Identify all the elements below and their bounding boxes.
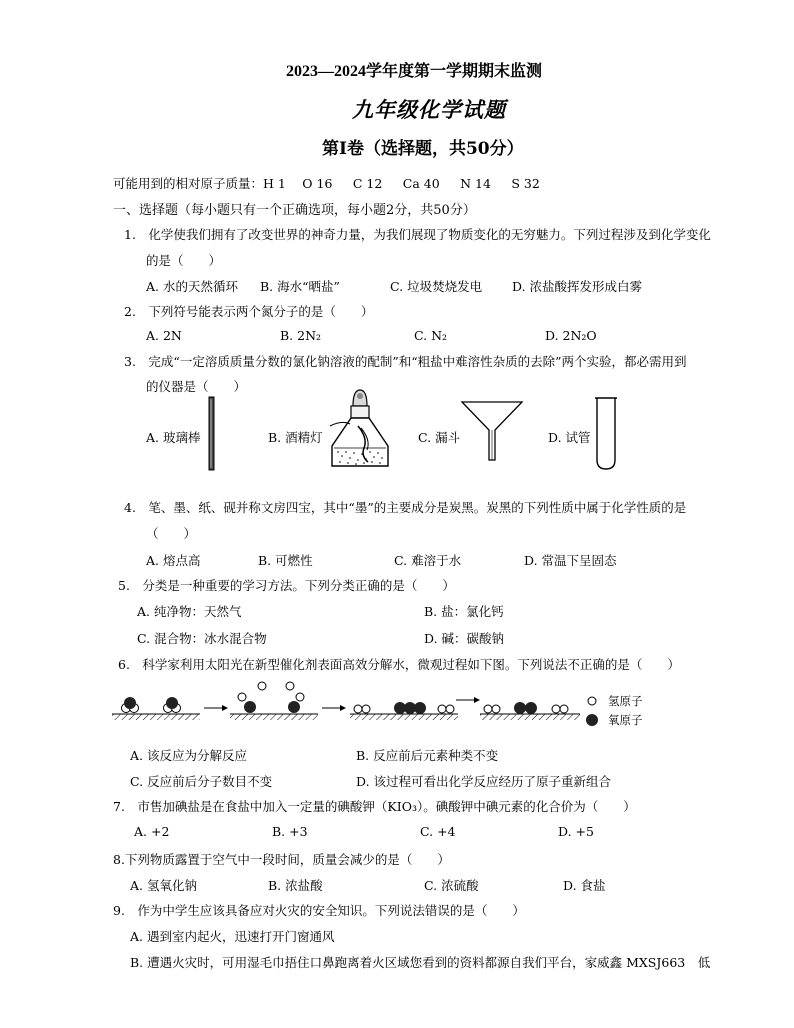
exam-title: 2023—2024学年度第一学期期末监测 [286, 63, 543, 80]
q7-option-a: A. +2 [134, 824, 170, 839]
q3-option-b: B. 酒精灯 [268, 430, 323, 445]
legend-oxygen-label: 氧原子 [608, 713, 643, 727]
atomic-masses: 可能用到的相对原子质量：H 1 O 16 C 12 Ca 40 N 14 S 32 [113, 176, 540, 191]
part-title: 第Ⅰ卷（选择题，共50分） [322, 139, 524, 159]
subject-title: 九年级化学试题 [352, 97, 506, 122]
q2-option-a: A. 2N [146, 328, 182, 343]
q5-option-a: A. 纯净物：天然气 [137, 604, 242, 619]
q1-option-a: A. 水的天然循环 [146, 279, 238, 294]
q4-stem-line1: 4. 笔、墨、纸、砚并称文房四宝，其中“墨”的主要成分是炭黑。炭黑的下列性质中属于化学性质的是 [124, 500, 687, 515]
q6-stem: 6. 科学家利用太阳光在新型催化剂表面高效分解水，微观过程如下图。下列说法不正确的是（ ） [118, 657, 680, 672]
q8-stem: 8.下列物质露置于空气中一段时间，质量会减少的是（ ） [113, 852, 450, 867]
q6-option-d: D. 该过程可看出化学反应经历了原子重新组合 [356, 774, 612, 789]
q4-option-a: A. 熔点高 [146, 553, 201, 568]
q7-option-d: D. +5 [558, 824, 594, 839]
q3-option-a: A. 玻璃棒 [146, 430, 201, 445]
q7-option-b: B. +3 [272, 824, 308, 839]
q4-stem-line2: （ ） [146, 526, 197, 541]
q1-option-b: B. 海水“晒盐” [260, 279, 340, 294]
glass-rod-icon [206, 396, 218, 472]
q2-option-b: B. 2N₂ [280, 328, 322, 343]
q8-option-a: A. 氢氧化钠 [130, 878, 197, 893]
q6-option-a: A. 该反应为分解反应 [130, 748, 247, 763]
q6-option-b: B. 反应前后元素种类不变 [356, 748, 499, 763]
q5-option-c: C. 混合物：冰水混合物 [137, 631, 267, 646]
q8-option-c: C. 浓硫酸 [424, 878, 479, 893]
q6-option-c: C. 反应前后分子数目不变 [130, 774, 273, 789]
q9-option-b: B. 遭遇火灾时，可用湿毛巾捂住口鼻跑离着火区域您看到的资料都源自我们平台，家威鑫 MXSJ663 低 [130, 955, 711, 970]
legend-hydrogen-label: 氢原子 [608, 694, 643, 708]
q3-option-c: C. 漏斗 [418, 430, 461, 445]
alcohol-lamp-icon [328, 386, 392, 474]
funnel-icon [460, 400, 524, 464]
q7-option-c: C. +4 [420, 824, 456, 839]
q9-option-a: A. 遇到室内起火，迅速打开门窗通风 [130, 929, 335, 944]
q4-option-d: D. 常温下呈固态 [524, 553, 617, 568]
q1-stem-line2: 的是（ ） [146, 253, 222, 268]
q2-stem: 2. 下列符号能表示两个氮分子的是（ ） [124, 304, 374, 319]
q1-stem-line1: 1. 化学使我们拥有了改变世界的神奇力量，为我们展现了物质变化的无穷魅力。下列过程涉及到化学变化 [124, 227, 711, 242]
q8-option-b: B. 浓盐酸 [268, 878, 323, 893]
q4-option-b: B. 可燃性 [258, 553, 313, 568]
water-splitting-diagram [112, 680, 752, 730]
q5-stem: 5. 分类是一种重要的学习方法。下列分类正确的是（ ） [118, 578, 455, 593]
q3-stem-line1: 3. 完成“一定溶质质量分数的氯化钠溶液的配制”和“粗盐中难溶性杂质的去除”两个实验，都必需用到 [124, 354, 687, 369]
q5-option-b: B. 盐：氯化钙 [424, 604, 504, 619]
q5-option-d: D. 碱：碳酸钠 [424, 631, 505, 646]
q1-option-d: D. 浓盐酸挥发形成白雾 [512, 279, 643, 294]
q3-option-d: D. 试管 [548, 430, 591, 445]
q1-option-c: C. 垃圾焚烧发电 [390, 279, 483, 294]
q3-stem-line2: 的仪器是（ ） [146, 379, 247, 394]
section-heading: 一、选择题（每小题只有一个正确选项，每小题2分，共50分） [113, 203, 476, 218]
q7-stem: 7. 市售加碘盐是在食盐中加入一定量的碘酸钾（KIO₃）。碘酸钾中碘元素的化合价为（ ） [113, 799, 636, 814]
q8-option-d: D. 食盐 [563, 878, 606, 893]
q9-stem: 9. 作为中学生应该具备应对火灾的安全知识。下列说法错误的是（ ） [113, 903, 525, 918]
q2-option-d: D. 2N₂O [545, 328, 597, 343]
q4-option-c: C. 难溶于水 [394, 553, 462, 568]
q2-option-c: C. N₂ [414, 328, 448, 343]
test-tube-icon [594, 396, 618, 472]
